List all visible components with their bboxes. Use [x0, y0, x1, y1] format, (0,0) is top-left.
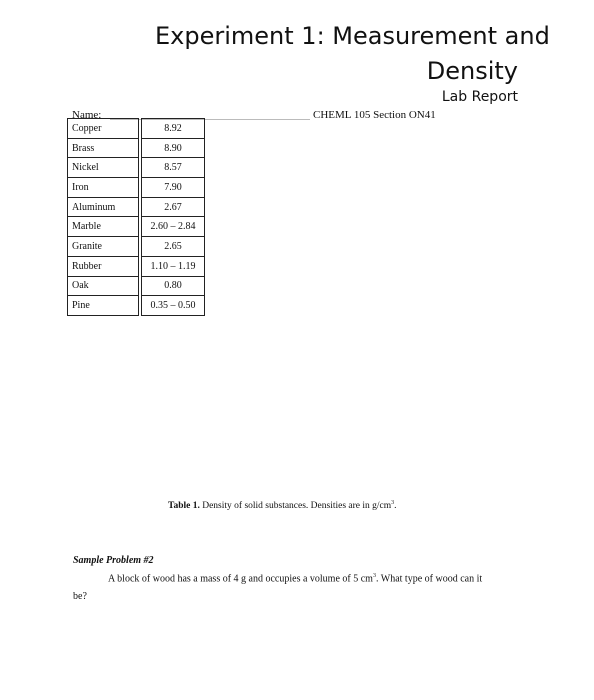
density-cell: 8.92 — [142, 119, 205, 139]
material-cell: Granite — [68, 237, 139, 257]
density-cell: 1.10 – 1.19 — [142, 256, 205, 276]
density-cell: 0.35 – 0.50 — [142, 296, 205, 316]
sample-problem-text — [108, 573, 482, 584]
name-label: Name: — [72, 109, 102, 121]
density-cell: 2.65 — [142, 237, 205, 257]
sample-problem-text-a: A block of wood has a mass of 4 g and occupies a volume of 5 cm — [108, 573, 373, 585]
table-row — [68, 138, 205, 158]
table-row — [68, 296, 205, 316]
course-section: CHEML 105 Section ON41 — [313, 109, 436, 121]
table-row — [68, 158, 205, 178]
density-cell: 2.60 – 2.84 — [142, 217, 205, 237]
material-cell: Brass — [68, 138, 139, 158]
table-row — [68, 237, 205, 257]
caption-superscript: 3 — [391, 500, 395, 506]
density-cell: 0.80 — [142, 276, 205, 296]
density-table — [67, 118, 205, 316]
sample-problem-title: Sample Problem #2 — [73, 555, 154, 566]
table-row — [68, 197, 205, 217]
caption-text: Density of solid substances. Densities are in g/cm — [202, 501, 392, 512]
material-cell: Copper — [68, 119, 139, 139]
density-cell: 7.90 — [142, 178, 205, 198]
caption-label: Table 1. — [168, 501, 200, 512]
material-cell: Marble — [68, 217, 139, 237]
table-row — [68, 256, 205, 276]
material-cell: Oak — [68, 276, 139, 296]
table-row — [68, 217, 205, 237]
sample-problem-superscript: 3 — [372, 573, 376, 579]
sample-problem-continuation: be? — [73, 591, 87, 602]
table-row — [68, 276, 205, 296]
title-line-2: Density — [426, 57, 518, 85]
title-line-1: Experiment 1: Measurement and — [155, 22, 550, 50]
material-cell: Nickel — [68, 158, 139, 178]
material-cell: Pine — [68, 296, 139, 316]
subtitle: Lab Report — [441, 89, 518, 105]
density-cell: 8.90 — [142, 138, 205, 158]
density-cell: 8.57 — [142, 158, 205, 178]
material-cell: Rubber — [68, 256, 139, 276]
table-row — [68, 119, 205, 139]
sample-problem-text-b: . What type of wood can it — [375, 573, 483, 585]
material-cell: Aluminum — [68, 197, 139, 217]
table-row — [68, 178, 205, 198]
material-cell: Iron — [68, 178, 139, 198]
table-caption — [168, 500, 397, 511]
caption-end: . — [394, 501, 397, 512]
density-cell: 2.67 — [142, 197, 205, 217]
